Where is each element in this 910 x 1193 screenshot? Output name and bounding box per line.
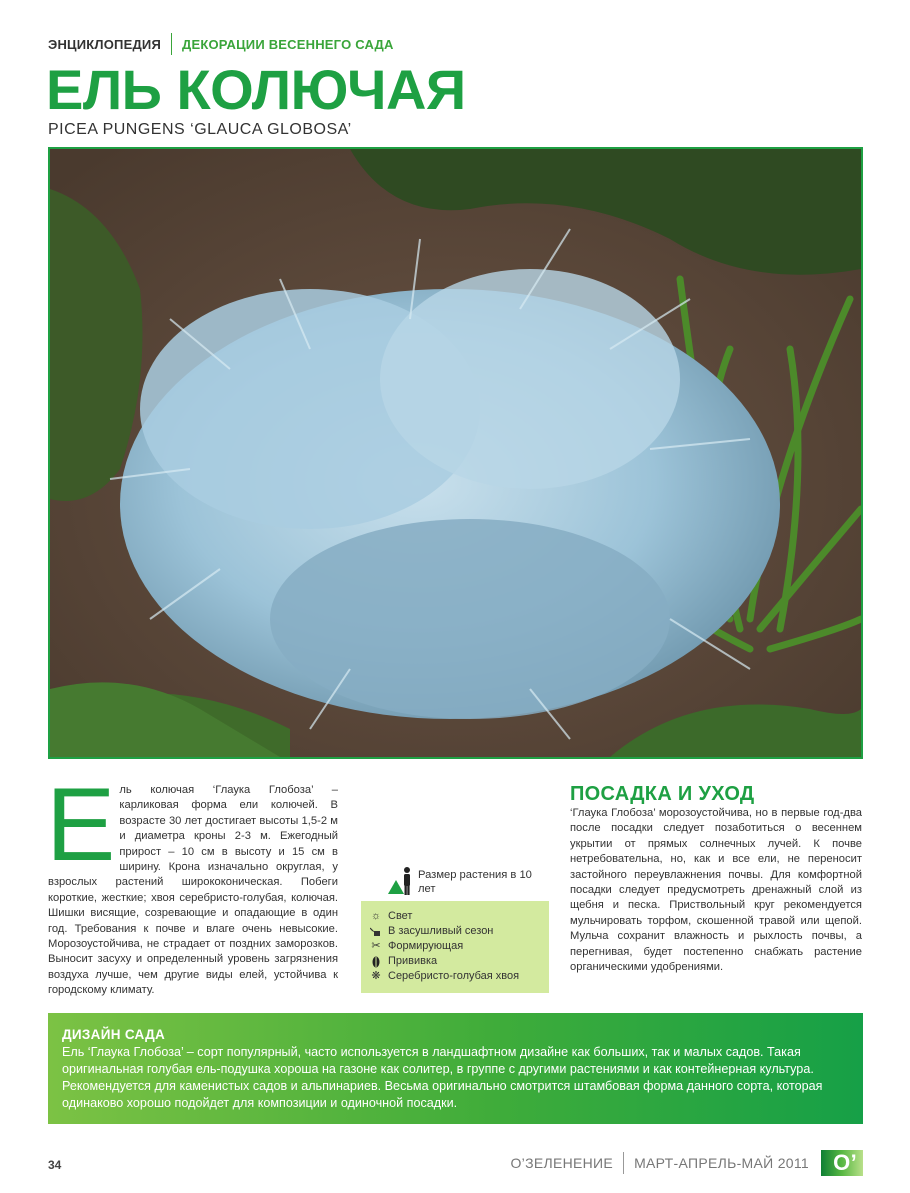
care-item-watering <box>369 924 549 939</box>
page-title: ЕЛЬ КОЛЮЧАЯ <box>46 58 466 121</box>
spruce-photo <box>48 147 863 759</box>
care-item-graft <box>369 954 549 969</box>
footer-masthead <box>510 1150 863 1176</box>
planting-title: ПОСАДКА И УХОД <box>570 783 755 805</box>
care-legend <box>361 901 549 993</box>
care-label: Свет <box>388 910 413 922</box>
care-item-pruning <box>369 939 549 954</box>
subsection-label: ДЕКОРАЦИИ ВЕСЕННЕГО САДА <box>182 36 394 52</box>
logo-text: О’ <box>833 1150 857 1175</box>
drop-cap: Е <box>46 767 116 883</box>
footer-divider <box>623 1152 624 1174</box>
garden-design-title: ДИЗАЙН САДА <box>62 1027 166 1042</box>
latin-name: PICEA PUNGENS ‘GLAUCA GLOBOSA’ <box>48 121 352 138</box>
care-label: Формирующая <box>388 940 464 952</box>
breadcrumb <box>48 36 394 52</box>
scissors-icon: ✂ <box>371 940 381 952</box>
planting-text: ‘Глаука Глобоза’ морозоустойчива, но в первые год-два после посадки следует позаботиться о весеннем укрытии от прямых солнечных лучей. К почве нетребовательна, но, как и все ели, не переносит застойного переувлажнения почвы. Для комфортной посадки следует предусмотреть дренажный слой из щебня и песка. Приствольный круг рекомендуется мульчировать торфом, скошенной травой или щепой. Мульча сохранит влажность и рыхлость почвы, а перегнивая, будет постепенно снабжать растение органическими удобрениями. <box>570 807 862 974</box>
graft-icon <box>369 956 383 968</box>
snowflake-icon: ❋ <box>371 970 381 982</box>
intro-text: ль колючая ‘Глаука Глобоза’ – карликовая форма ели колючей. В возрасте 30 лет достигает высоты 1,5-2 м и диаметра кроны 2-3 м. Ежегодный прирост – 10 см в высоту и 15 см в ширину. Крона изначально округлая, у взрослых растений ширококоническая. Побеги короткие, жесткие; хвоя серебристо-голубая, колючая. Шишки висящие, созревающие и опадающие в один год. Требования к почве и влаге очень невысокие. Морозоустойчива, не страдает от поздних заморозков. Выносит засуху и определенный уровень загрязнения воздуха лучше, чем другие виды елей, устойчива к городскому климату. <box>48 784 338 997</box>
garden-design-text: Ель ‘Глаука Глобоза’ – сорт популярный, часто используется в ландшафтном дизайне как больших, так и малых садов. Такая оригинальная голубая ель-подушка хороша на газоне как солитер, в группе с другими растениями и как контейнерная культура. Рекомендуется для каменистых садов и альпинариев. Весьма оригинально смотрится штамбовая форма данного сорта, которая одинаково хорошо подойдет для композиции и одиночной посадки. <box>62 1045 823 1110</box>
care-item-light <box>369 909 549 924</box>
intro-text-block <box>46 767 338 999</box>
care-item-foliage <box>369 969 549 984</box>
magazine-name: О’ЗЕЛЕНЕНИЕ <box>510 1155 614 1171</box>
care-label: В засушливый сезон <box>388 925 494 937</box>
garden-design-panel <box>48 1013 863 1124</box>
watering-can-icon <box>369 927 383 937</box>
person-and-tree-icon <box>386 866 414 896</box>
plant-size <box>386 866 546 896</box>
breadcrumb-divider <box>171 33 172 55</box>
plant-size-label: Размер растения в 10 лет <box>418 869 532 895</box>
care-label: Прививка <box>388 955 438 967</box>
care-label: Серебристо-голубая хвоя <box>388 970 520 982</box>
sun-icon: ☼ <box>370 910 382 922</box>
magazine-logo <box>821 1150 863 1176</box>
section-label: ЭНЦИКЛОПЕДИЯ <box>48 36 162 52</box>
issue-date: МАРТ-АПРЕЛЬ-МАЙ 2011 <box>634 1155 809 1171</box>
page-number: 34 <box>48 1158 62 1172</box>
spruce-illustration <box>50 149 861 757</box>
